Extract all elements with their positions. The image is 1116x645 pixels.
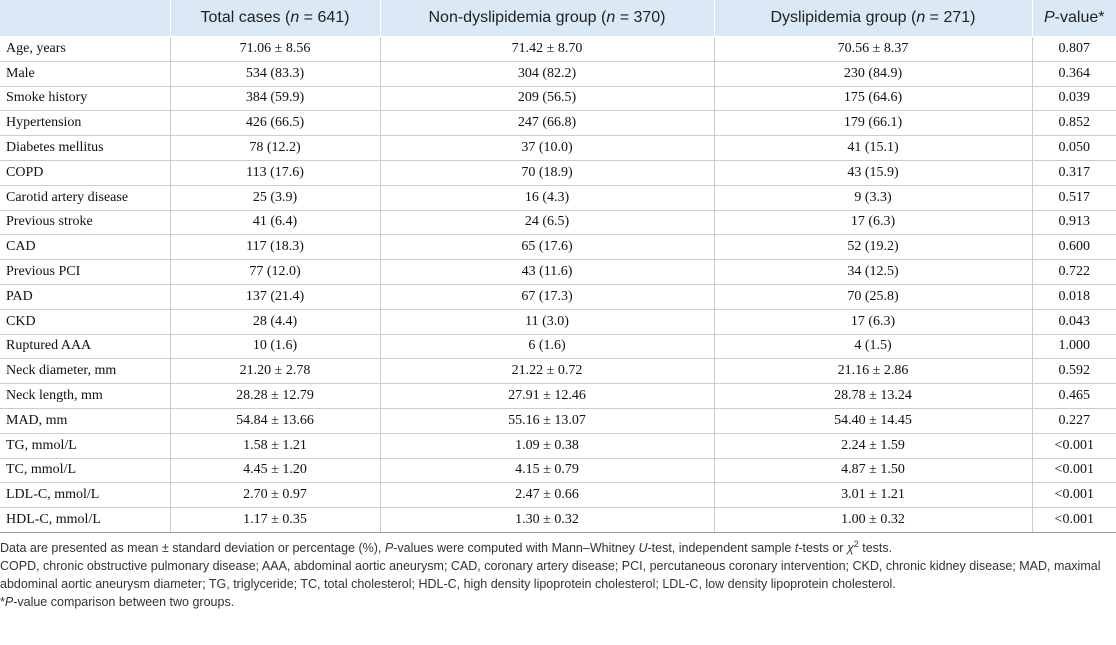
cell-total-cases: 384 (59.9) (170, 86, 380, 111)
cell-non-dyslipidemia: 65 (17.6) (380, 235, 714, 260)
table-row (0, 210, 1116, 235)
table-row (0, 384, 1116, 409)
table-row (0, 86, 1116, 111)
cell-variable: LDL-C, mmol/L (0, 483, 170, 508)
cell-non-dyslipidemia: 304 (82.2) (380, 61, 714, 86)
cell-variable: TG, mmol/L (0, 433, 170, 458)
cell-non-dyslipidemia: 27.91 ± 12.46 (380, 384, 714, 409)
cell-non-dyslipidemia: 43 (11.6) (380, 260, 714, 285)
table-header (0, 0, 1116, 37)
header-label (0, 0, 170, 37)
cell-variable: Previous PCI (0, 260, 170, 285)
cell-total-cases: 1.17 ± 0.35 (170, 508, 380, 533)
cell-non-dyslipidemia: 4.15 ± 0.79 (380, 458, 714, 483)
cell-total-cases: 117 (18.3) (170, 235, 380, 260)
cell-total-cases: 137 (21.4) (170, 284, 380, 309)
cell-dyslipidemia: 54.40 ± 14.45 (714, 408, 1032, 433)
cell-dyslipidemia: 4.87 ± 1.50 (714, 458, 1032, 483)
cell-variable: Hypertension (0, 111, 170, 136)
cell-variable: PAD (0, 284, 170, 309)
cell-dyslipidemia: 3.01 ± 1.21 (714, 483, 1032, 508)
table-row (0, 458, 1116, 483)
cell-total-cases: 25 (3.9) (170, 185, 380, 210)
cell-total-cases: 54.84 ± 13.66 (170, 408, 380, 433)
table-row (0, 111, 1116, 136)
cell-variable: Smoke history (0, 86, 170, 111)
table-row (0, 160, 1116, 185)
cell-total-cases: 426 (66.5) (170, 111, 380, 136)
cell-non-dyslipidemia: 11 (3.0) (380, 309, 714, 334)
cell-dyslipidemia: 28.78 ± 13.24 (714, 384, 1032, 409)
table-row (0, 260, 1116, 285)
cell-variable: HDL-C, mmol/L (0, 508, 170, 533)
table-row (0, 136, 1116, 161)
cell-non-dyslipidemia: 1.09 ± 0.38 (380, 433, 714, 458)
cell-dyslipidemia: 70 (25.8) (714, 284, 1032, 309)
cell-total-cases: 4.45 ± 1.20 (170, 458, 380, 483)
cell-p-value: 0.852 (1032, 111, 1116, 136)
cell-variable: CAD (0, 235, 170, 260)
cell-non-dyslipidemia: 24 (6.5) (380, 210, 714, 235)
cell-dyslipidemia: 52 (19.2) (714, 235, 1032, 260)
cell-dyslipidemia: 4 (1.5) (714, 334, 1032, 359)
cell-p-value: 0.050 (1032, 136, 1116, 161)
cell-p-value: <0.001 (1032, 483, 1116, 508)
cell-variable: Male (0, 61, 170, 86)
cell-dyslipidemia: 17 (6.3) (714, 309, 1032, 334)
table-row (0, 408, 1116, 433)
cell-dyslipidemia: 43 (15.9) (714, 160, 1032, 185)
cell-dyslipidemia: 21.16 ± 2.86 (714, 359, 1032, 384)
header-p-value: P-value* (1032, 0, 1116, 37)
cell-total-cases: 113 (17.6) (170, 160, 380, 185)
cell-non-dyslipidemia: 209 (56.5) (380, 86, 714, 111)
cell-dyslipidemia: 34 (12.5) (714, 260, 1032, 285)
cell-p-value: 0.517 (1032, 185, 1116, 210)
cell-p-value: 0.039 (1032, 86, 1116, 111)
cell-p-value: <0.001 (1032, 458, 1116, 483)
cell-total-cases: 78 (12.2) (170, 136, 380, 161)
cell-non-dyslipidemia: 2.47 ± 0.66 (380, 483, 714, 508)
cell-p-value: 0.227 (1032, 408, 1116, 433)
cell-non-dyslipidemia: 55.16 ± 13.07 (380, 408, 714, 433)
cell-dyslipidemia: 230 (84.9) (714, 61, 1032, 86)
cell-total-cases: 1.58 ± 1.21 (170, 433, 380, 458)
cell-p-value: 0.600 (1032, 235, 1116, 260)
table-row (0, 185, 1116, 210)
cell-total-cases: 28.28 ± 12.79 (170, 384, 380, 409)
cell-variable: CKD (0, 309, 170, 334)
cell-dyslipidemia: 17 (6.3) (714, 210, 1032, 235)
cell-non-dyslipidemia: 67 (17.3) (380, 284, 714, 309)
cell-non-dyslipidemia: 1.30 ± 0.32 (380, 508, 714, 533)
cell-dyslipidemia: 1.00 ± 0.32 (714, 508, 1032, 533)
cell-p-value: 0.722 (1032, 260, 1116, 285)
cell-dyslipidemia: 70.56 ± 8.37 (714, 37, 1032, 62)
cell-dyslipidemia: 2.24 ± 1.59 (714, 433, 1032, 458)
cell-non-dyslipidemia: 37 (10.0) (380, 136, 714, 161)
table-row (0, 334, 1116, 359)
header-row (0, 0, 1116, 37)
table-row (0, 61, 1116, 86)
cell-dyslipidemia: 41 (15.1) (714, 136, 1032, 161)
cell-total-cases: 77 (12.0) (170, 260, 380, 285)
footnote-methods: Data are presented as mean ± standard deviation or percentage (%), P-values were computed with Mann–Whitney U-test, independent sample t-tests or $\chi^2$ tests. (0, 538, 893, 556)
header-total-cases: Total cases (n = 641) (170, 0, 380, 37)
cell-variable: Ruptured AAA (0, 334, 170, 359)
cell-total-cases: 2.70 ± 0.97 (170, 483, 380, 508)
cell-total-cases: 28 (4.4) (170, 309, 380, 334)
cell-variable: Neck length, mm (0, 384, 170, 409)
cell-p-value: 0.592 (1032, 359, 1116, 384)
table-row (0, 508, 1116, 533)
cell-p-value: <0.001 (1032, 508, 1116, 533)
cell-total-cases: 21.20 ± 2.78 (170, 359, 380, 384)
cell-non-dyslipidemia: 70 (18.9) (380, 160, 714, 185)
cell-dyslipidemia: 175 (64.6) (714, 86, 1032, 111)
cell-p-value: 0.043 (1032, 309, 1116, 334)
cell-dyslipidemia: 9 (3.3) (714, 185, 1032, 210)
table-row (0, 235, 1116, 260)
cell-p-value: 0.913 (1032, 210, 1116, 235)
table-row (0, 284, 1116, 309)
cell-total-cases: 10 (1.6) (170, 334, 380, 359)
cell-p-value: 0.018 (1032, 284, 1116, 309)
cell-variable: Age, years (0, 37, 170, 62)
cell-p-value: 0.317 (1032, 160, 1116, 185)
table-row (0, 483, 1116, 508)
cell-variable: Diabetes mellitus (0, 136, 170, 161)
cell-p-value: 0.807 (1032, 37, 1116, 62)
cell-p-value: <0.001 (1032, 433, 1116, 458)
cell-non-dyslipidemia: 21.22 ± 0.72 (380, 359, 714, 384)
cell-total-cases: 71.06 ± 8.56 (170, 37, 380, 62)
cell-variable: Neck diameter, mm (0, 359, 170, 384)
cell-non-dyslipidemia: 247 (66.8) (380, 111, 714, 136)
header-non-dyslipidemia-group: Non-dyslipidemia group (n = 370) (380, 0, 714, 37)
cell-variable: TC, mmol/L (0, 458, 170, 483)
cell-total-cases: 534 (83.3) (170, 61, 380, 86)
footnote-abbreviations: COPD, chronic obstructive pulmonary disease; AAA, abdominal aortic aneurysm; CAD, coronary artery disease; PCI, percutaneous coronary intervention; CKD, chronic kidney disease; MAD, maximal abdominal aortic aneurysm diameter; TG, triglyceride; TC, total cholesterol; HDL-C, high density lipoprotein cholesterol; LDL-C, low density lipoprotein cholesterol. (0, 559, 1101, 592)
cell-p-value: 0.364 (1032, 61, 1116, 86)
footnote-pvalue: *P-value comparison between two groups. (0, 595, 235, 610)
cell-non-dyslipidemia: 6 (1.6) (380, 334, 714, 359)
table-row (0, 359, 1116, 384)
cell-p-value: 0.465 (1032, 384, 1116, 409)
cell-dyslipidemia: 179 (66.1) (714, 111, 1032, 136)
table-body (0, 37, 1116, 533)
table-footnotes (0, 533, 1116, 611)
cell-non-dyslipidemia: 71.42 ± 8.70 (380, 37, 714, 62)
cell-variable: COPD (0, 160, 170, 185)
cell-total-cases: 41 (6.4) (170, 210, 380, 235)
cell-variable: MAD, mm (0, 408, 170, 433)
cell-variable: Carotid artery disease (0, 185, 170, 210)
table-row (0, 37, 1116, 62)
cell-non-dyslipidemia: 16 (4.3) (380, 185, 714, 210)
table-row (0, 433, 1116, 458)
cell-p-value: 1.000 (1032, 334, 1116, 359)
table-row (0, 309, 1116, 334)
header-dyslipidemia-group: Dyslipidemia group (n = 271) (714, 0, 1032, 37)
cell-variable: Previous stroke (0, 210, 170, 235)
